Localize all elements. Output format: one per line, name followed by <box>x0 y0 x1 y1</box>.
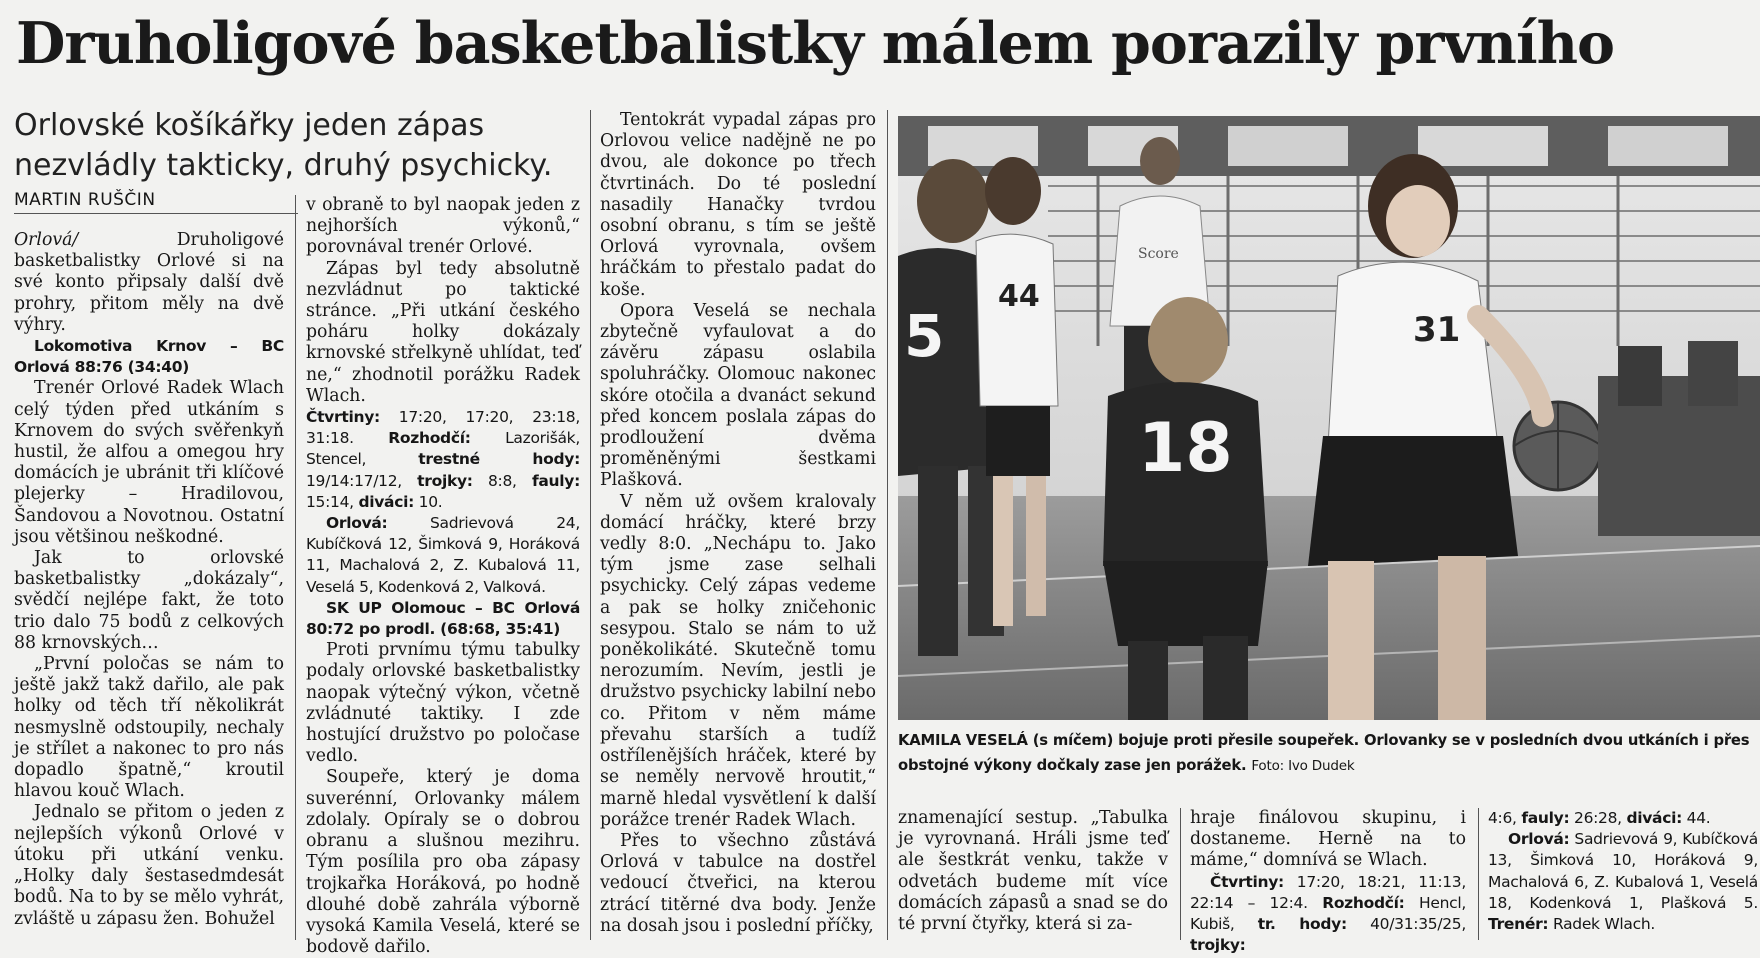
photo-illustration <box>898 116 1760 720</box>
paragraph: „První poločas se nám to ještě jakž takž dařilo, ale pak holky od těch tří několikrát nesmyslně odstoupily, nechaly je střílet a nakonec to pro nás dopadlo špatně,“ kroutil hlavou kouč Wlach. <box>14 654 284 802</box>
author-byline: MARTIN RUŠČIN <box>14 190 298 214</box>
paragraph: Trenér Orlové Radek Wlach celý týden před utkáním s Krnovem do svých svěřenkyň hustil, že alfou a omegou hry domácích je ubránit tři klíčové plejerky – Hradilovou, Šandovou a Novotnou. Ostatní jsou většinou neškodné. <box>14 378 284 547</box>
caption-text: KAMILA VESELÁ (s míčem) bojuje proti přesile soupeřek. Orlovanky se v posledních dvou utkáních i přes obstojné výkony dočkaly zase jen porážek. <box>898 732 1750 774</box>
paragraph: Přes to všechno zůstává Orlová v tabulce na dostřel vedoucí čtveřici, na kterou ztrácí titěrné dva body. Jenže na dosah jsou i poslední příčky, <box>600 830 876 936</box>
stat-label: fauly: <box>531 471 580 490</box>
stat-value: 44. <box>1682 809 1711 827</box>
column-rule <box>295 195 296 940</box>
match-header: Lokomotiva Krnov – BC Orlová 88:76 (34:40) <box>14 337 284 377</box>
paragraph: Opora Veselá se nechala zbytečně vyfaulovat a do závěru zápasu oslabila spoluhráčky. Olomouc nakonec skóre otočila a dvanáct sekund před koncem poslala zápas do prodloužení dvěma proměněnými šestkami Plašková. <box>600 300 876 491</box>
article-column-2 <box>306 195 580 958</box>
jersey-number: 18 <box>1138 409 1233 488</box>
match-stats <box>1190 872 1466 957</box>
jersey-number: 5 <box>904 302 945 370</box>
stat-value: 26:28, <box>1569 809 1627 827</box>
match-stats <box>306 407 580 513</box>
match-stats <box>1488 808 1758 829</box>
paragraph: Tentokrát vypadal zápas pro Orlovou velice nadějně ne po dvou, ale dokonce po třech čtvrtinách. Do té poslední nasadily Hanačky tvrdou osobní obranu, s tím se ještě Orlová vyrovnala, ovšem hráčkám to přestalo padat do koše. <box>600 110 876 300</box>
paragraph: Zápas byl tedy absolutně nezvládnut po taktické stránce. „Při utkání českého poháru holky dokázaly krnovské střelkyně uhlídat, teď ne,“ zhodnotil porážku Radek Wlach. <box>306 258 580 406</box>
headline: Druholigové basketbalistky málem porazily prvního <box>16 10 1615 77</box>
stat-label: trojky: <box>1190 936 1246 955</box>
paragraph: v obraně to byl naopak jeden z nejhorších výkonů,“ porovnával trenér Orlové. <box>306 195 580 258</box>
stat-value: 19/14:17/12, <box>306 471 418 490</box>
stat-label: diváci: <box>1626 809 1683 827</box>
stat-value: 15:14, <box>306 492 359 511</box>
paragraph: hraje finálovou skupinu, i dostaneme. Herně na to máme,“ domnívá se Wlach. <box>1190 808 1466 871</box>
stat-value: Hencl, Kubiš, <box>1190 893 1466 934</box>
stat-label: Rozhodčí: <box>388 429 471 448</box>
column-rule <box>1478 808 1479 940</box>
stat-value: 17:20, 17:20, 23:18, 31:18. <box>306 408 580 448</box>
lineup-label: Orlová: <box>1508 830 1570 849</box>
shirt-text: Score <box>1138 246 1179 262</box>
lineup-text: Sadrievová 9, Kubíčková 13, Šimková 10, Horáková 9, Machalová 6, Z. Kubalová 1, Veselá 18, Kodenková 1, Plašková 5. <box>1488 830 1758 912</box>
team-lineup <box>306 513 580 598</box>
stat-label: fauly: <box>1521 809 1570 827</box>
column-rule <box>1180 808 1181 940</box>
jersey-number: 31 <box>1413 310 1461 350</box>
paragraph: V něm už ovšem kralovaly domácí hráčky, které brzy vedly 8:0. „Nechápu to. Jako tým jsme zase selhali psychicky. Celý zápas vedeme a pak se holky zničehonic sesypou. Stalo se nám to už poněkolikáté. Skutečně tomu nerozumím. Nevím, jestli je družstvo psychicky labilní nebo co. Přitom v něm máme převahu starších a tudíž ostřílenějších hráček, které by se neměly nervově hroutit,“ marně hledal vysvětlení k další porážce trenér Radek Wlach. <box>600 491 876 830</box>
paragraph: Proti prvnímu týmu tabulky podaly orlovské basketbalistky naopak výtečný výkon, včetně zvládnuté taktiky. I zde hostující družstvo po poločase vedlo. <box>306 640 580 767</box>
photo-caption <box>898 728 1756 779</box>
dateline: Orlová/ <box>14 230 79 250</box>
paragraph: znamenající sestup. „Tabulka je vyrovnaná. Hráli jsme teď ale šestkrát venku, takže v odvetách budeme mít více domácích zápasů a snad se do té první čtyřky, která si za- <box>898 808 1168 935</box>
jersey-number: 44 <box>998 279 1040 314</box>
stat-label: Čtvrtiny: <box>1210 872 1284 891</box>
lead-text: Druholigové basketbalistky Orlové si na své konto připsaly další dvě prohry, přitom měly na dvě výhry. <box>14 230 284 335</box>
lineup-text: Sadrievová 24, Kubíčková 12, Šimková 9, Horáková 11, Machalová 2, Z. Kubalová 11, Veselá 5, Kodenková 2, Valková. <box>306 514 580 596</box>
article-column-3 <box>600 110 876 937</box>
column-rule <box>887 110 888 940</box>
stat-value: 4:6, <box>1488 809 1522 827</box>
column-rule <box>590 110 591 940</box>
stat-label: tr. hody: <box>1257 915 1347 934</box>
stat-label: diváci: <box>358 492 415 511</box>
paragraph: Jak to orlovské basketbalistky „dokázaly“, svědčí nejlépe fakt, že toto trio dalo 75 bodů z celkových 88 krnovských… <box>14 548 284 653</box>
paragraph: Jednalo se přitom o jeden z nejlepších výkonů Orlové v útoku při utkání venku. „Holky daly šestasedmdesát bodů. Na to by se mělo vyhrát, zvláště u zápasu žen. Bohužel <box>14 802 284 929</box>
stat-value: 40/31:35/25, <box>1346 915 1466 934</box>
stat-value: Lazorišák, Stencel, <box>306 429 580 469</box>
subheadline: Orlovské košíkářky jeden zápas nezvládly takticky, druhý psychicky. <box>14 108 553 183</box>
match-header: SK UP Olomouc – BC Orlová 80:72 po prodl. (68:68, 35:41) <box>306 598 580 639</box>
stat-label: trojky: <box>417 471 473 490</box>
lead-paragraph <box>14 230 284 336</box>
stat-label: Rozhodčí: <box>1322 893 1405 912</box>
basketball-photo <box>898 116 1760 720</box>
article-column-1 <box>14 230 284 930</box>
article-column-5 <box>1190 808 1466 956</box>
coach-label: Trenér: <box>1488 915 1549 934</box>
article-column-6 <box>1488 808 1758 935</box>
article-column-4 <box>898 808 1168 935</box>
stat-value: 17:20, 18:21, 11:13, 22:14 – 12:4. <box>1190 872 1466 912</box>
coach-name: Radek Wlach. <box>1548 915 1655 934</box>
photo-credit: Foto: Ivo Dudek <box>1251 758 1355 774</box>
team-lineup <box>1488 829 1758 935</box>
stat-value: 10. <box>414 492 443 511</box>
stat-label: Čtvrtiny: <box>306 408 380 427</box>
stat-label: trestné hody: <box>418 450 580 469</box>
paragraph: Soupeře, který je doma suverénní, Orlovanky málem zdolaly. Opíraly se o dobrou obranu a slušnou mezihru. Tým posílila pro oba zápasy trojkařka Horáková, po hodně dlouhé době zahrála výborně vysoká Kamila Veselá, které se bodově dařilo. <box>306 767 580 958</box>
stat-value: 8:8, <box>472 471 532 490</box>
lineup-label: Orlová: <box>326 514 388 533</box>
